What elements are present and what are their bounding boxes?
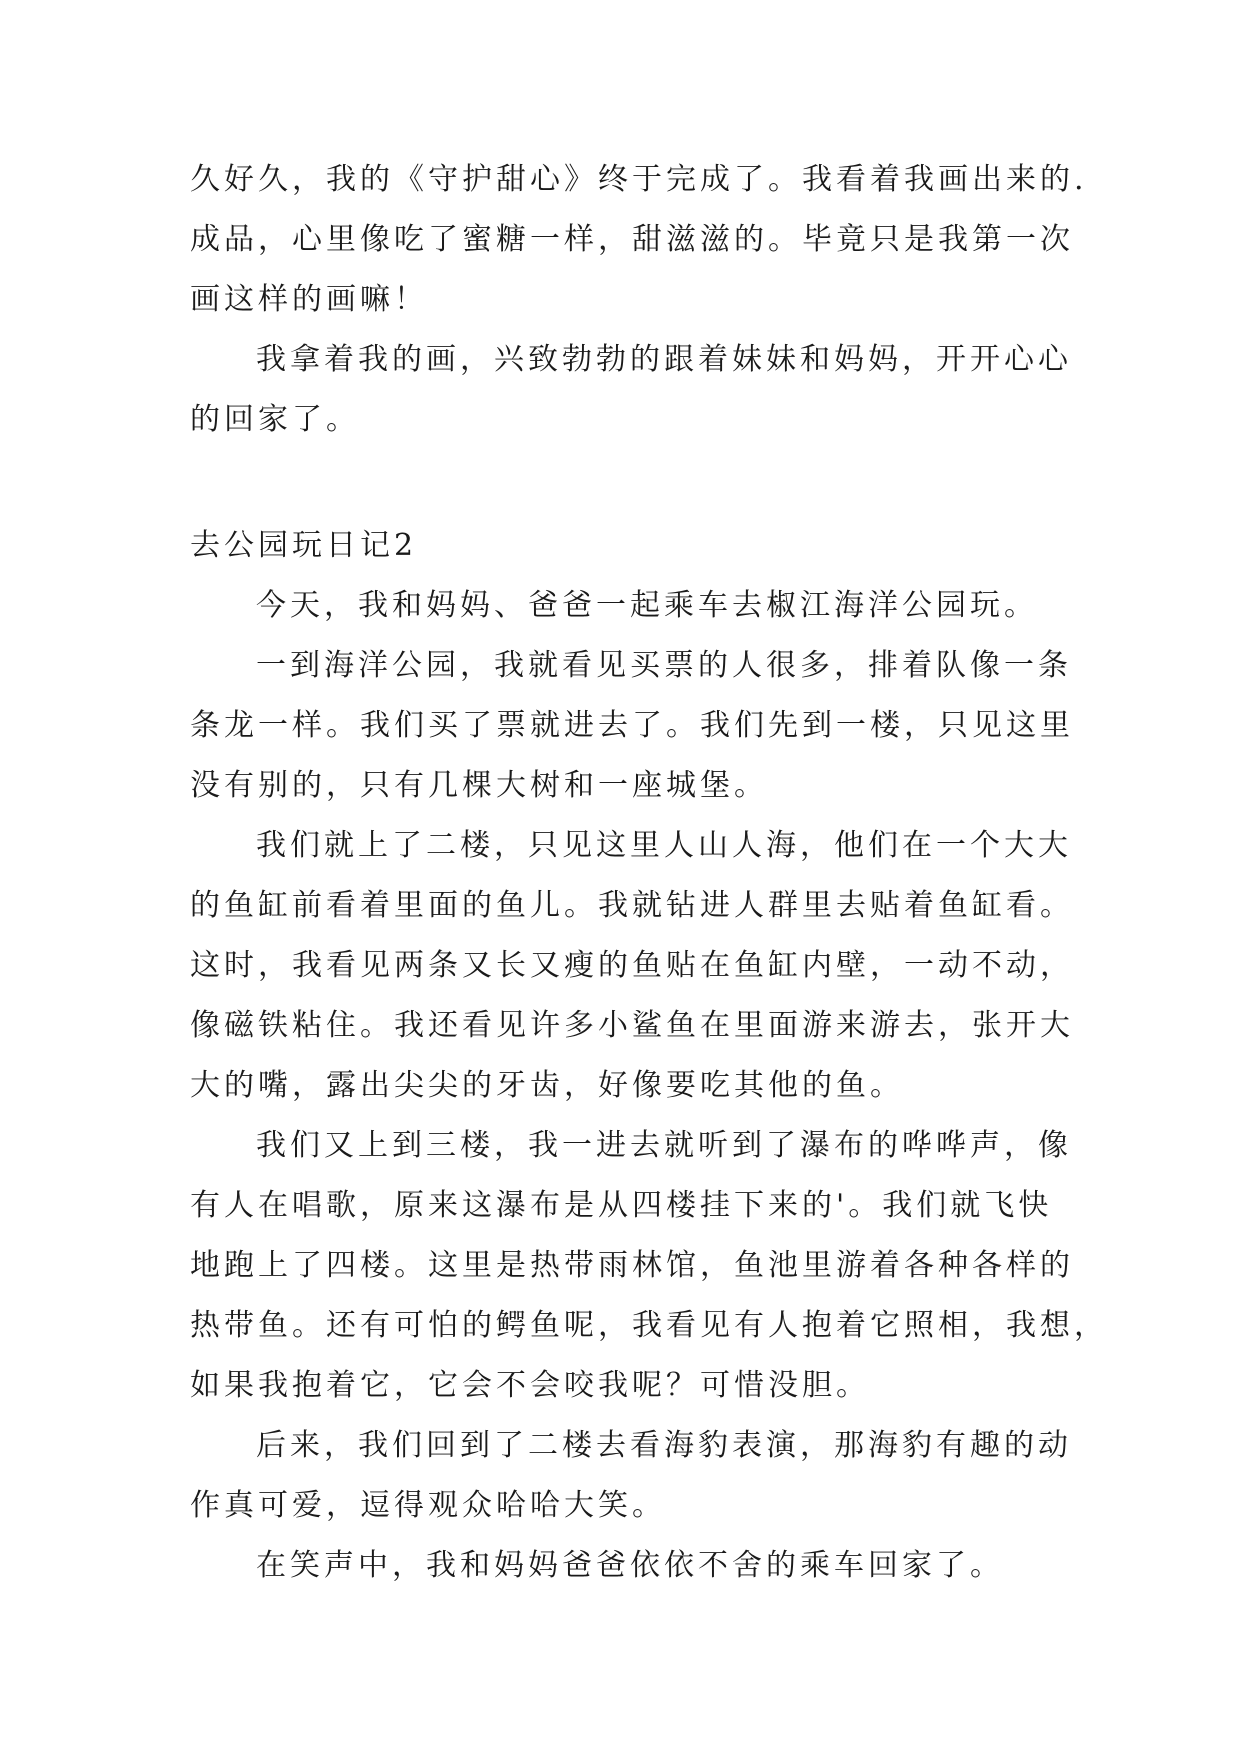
text-line: 一到海洋公园，我就看见买票的人很多，排着队像一条: [256, 648, 1072, 683]
text-line: 热带鱼。还有可怕的鳄鱼呢，我看见有人抱着它照相，我想，: [190, 1308, 1108, 1343]
text-line: 画这样的画嘛！: [190, 282, 428, 317]
text-line: 如果我抱着它，它会不会咬我呢？可惜没胆。: [190, 1368, 870, 1403]
text-line: 在笑声中，我和妈妈爸爸依依不舍的乘车回家了。: [256, 1548, 1004, 1583]
text-line: 的回家了。: [190, 402, 360, 437]
diary-paragraph: [190, 1416, 1072, 1536]
text-line: 有人在唱歌，原来这瀑布是从四楼挂下来的'。我们就飞快: [190, 1188, 1053, 1223]
text-line: 大的嘴，露出尖尖的牙齿，好像要吃其他的鱼。: [190, 1068, 904, 1103]
diary-paragraph: [190, 1116, 1108, 1416]
text-line: 像磁铁粘住。我还看见许多小鲨鱼在里面游来游去，张开大: [190, 1008, 1074, 1043]
diary-paragraph: [190, 576, 1050, 636]
text-line: 我们就上了二楼，只见这里人山人海，他们在一个大大: [256, 828, 1072, 863]
diary-title: 去公园玩日记2: [190, 528, 418, 563]
text-line: 后来，我们回到了二楼去看海豹表演，那海豹有趣的动: [256, 1428, 1072, 1463]
text-line: 这时，我看见两条又长又瘦的鱼贴在鱼缸内壁，一动不动，: [190, 948, 1074, 983]
intro-paragraph: [190, 150, 1088, 330]
closing-paragraph: [190, 330, 1072, 450]
diary-paragraph: [190, 816, 1074, 1116]
text-line: 的鱼缸前看着里面的鱼儿。我就钻进人群里去贴着鱼缸看。: [190, 888, 1074, 923]
text-line: 成品，心里像吃了蜜糖一样，甜滋滋的。毕竟只是我第一次: [190, 222, 1074, 257]
text-line: 作真可爱，逗得观众哈哈大笑。: [190, 1488, 666, 1523]
diary-paragraph: [190, 1536, 1050, 1596]
text-line: 我拿着我的画，兴致勃勃的跟着妹妹和妈妈，开开心心: [256, 342, 1072, 377]
text-line: 条龙一样。我们买了票就进去了。我们先到一楼，只见这里: [190, 708, 1074, 743]
text-line: 今天，我和妈妈、爸爸一起乘车去椒江海洋公园玩。: [256, 588, 1038, 623]
section-gap: [190, 450, 1050, 516]
text-line: 久好久，我的《守护甜心》终于完成了。我看着我画出来的.: [190, 162, 1088, 197]
diary-paragraph: [190, 636, 1074, 816]
text-line: 我们又上到三楼，我一进去就听到了瀑布的哗哗声，像: [256, 1128, 1072, 1163]
text-line: 没有别的，只有几棵大树和一座城堡。: [190, 768, 768, 803]
document-body: [190, 150, 1108, 1596]
text-line: 地跑上了四楼。这里是热带雨林馆，鱼池里游着各种各样的: [190, 1248, 1074, 1283]
